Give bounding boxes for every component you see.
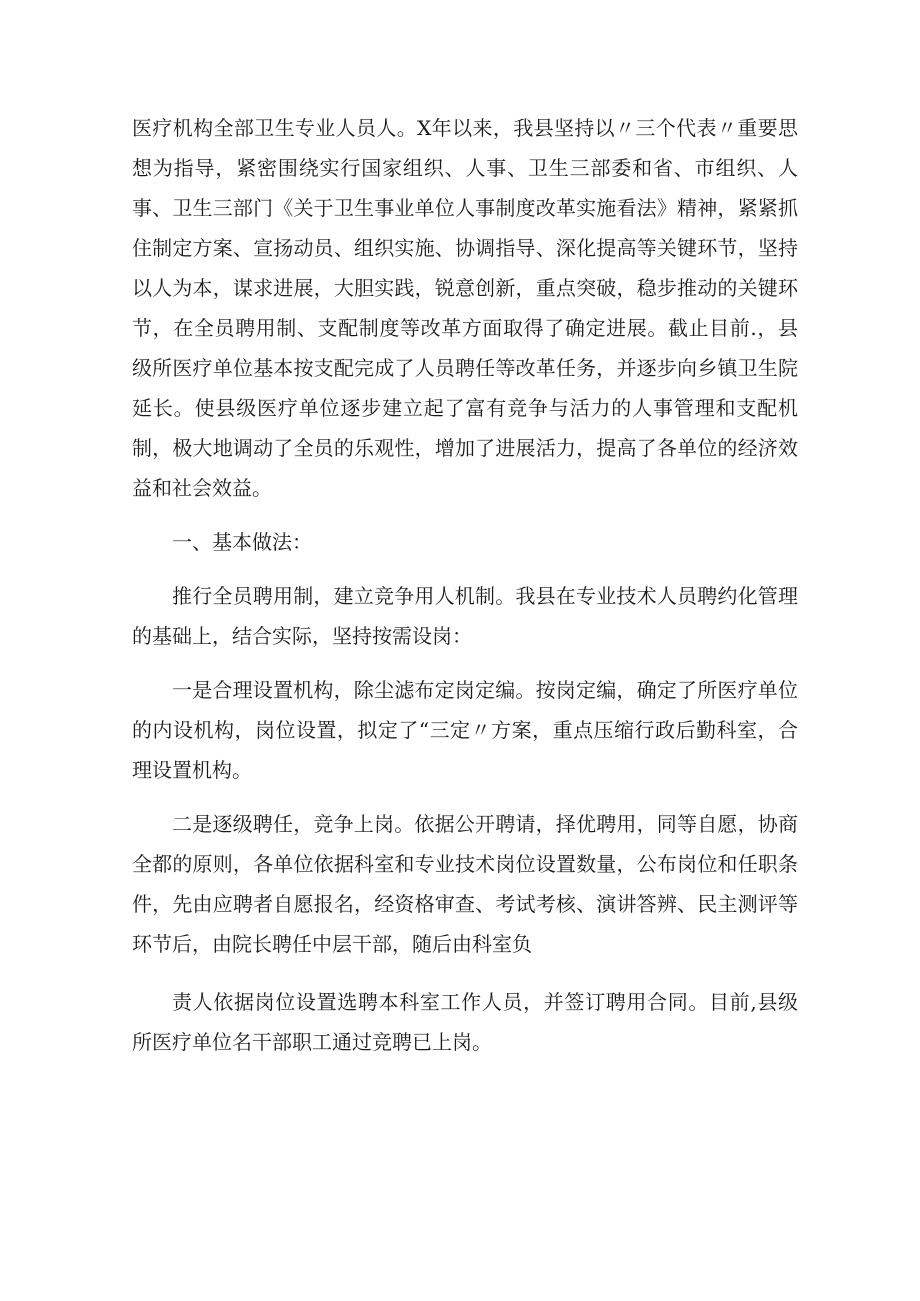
paragraph-first-point: 一是合理设置机构，除尘滤布定岗定编。按岗定编，确定了所医疗单位的内设机构，岗位设置，拟定了“三定〃方案，重点压缩行政后勤科室，合理设置机构。 xyxy=(132,678,798,782)
document-body xyxy=(132,108,798,1062)
paragraph-continuation: 责人依据岗位设置选聘本科室工作人员，并签订聘用合同。目前,县级所医疗单位名干部职工通过竞聘已上岗。 xyxy=(132,990,798,1054)
paragraph-employment-system: 推行全员聘用制，建立竞争用人机制。我县在专业技术人员聘约化管理的基础上，结合实际，坚持按需设岗： xyxy=(132,584,798,648)
section-heading-basic-methods: 一、基本做法： xyxy=(172,530,312,554)
paragraph-second-point: 二是逐级聘任，竞争上岗。依据公开聘请，择优聘用，同等自愿，协商全都的原则，各单位依据科室和专业技术岗位设置数量，公布岗位和任职条件，先由应聘者自愿报名，经资格审查、考试考核、演讲答辨、民主测评等环节后，由院长聘任中层干部，随后由科室负 xyxy=(132,812,798,956)
paragraph-intro: 医疗机构全部卫生专业人员人。X年以来，我县坚持以〃三个代表〃重要思想为指导，紧密围绕实行国家组织、人事、卫生三部委和省、市组织、人事、卫生三部门《关于卫生事业单位人事制度改革实施看法》精神，紧紧抓住制定方案、宣扬动员、组织实施、协调指导、深化提高等关键环节，坚持以人为本，谋求进展，大胆实践，锐意创新，重点突破，稳步推动的关键环节，在全员聘用制、支配制度等改革方面取得了确定进展。截止目前.，县级所医疗单位基本按支配完成了人员聘任等改革任务，并逐步向乡镇卫生院延长。使县级医疗单位逐步建立起了富有竞争与活力的人事管理和支配机制，极大地调动了全员的乐观性，增加了进展活力，提高了各单位的经济效益和社会效益。 xyxy=(132,116,798,500)
